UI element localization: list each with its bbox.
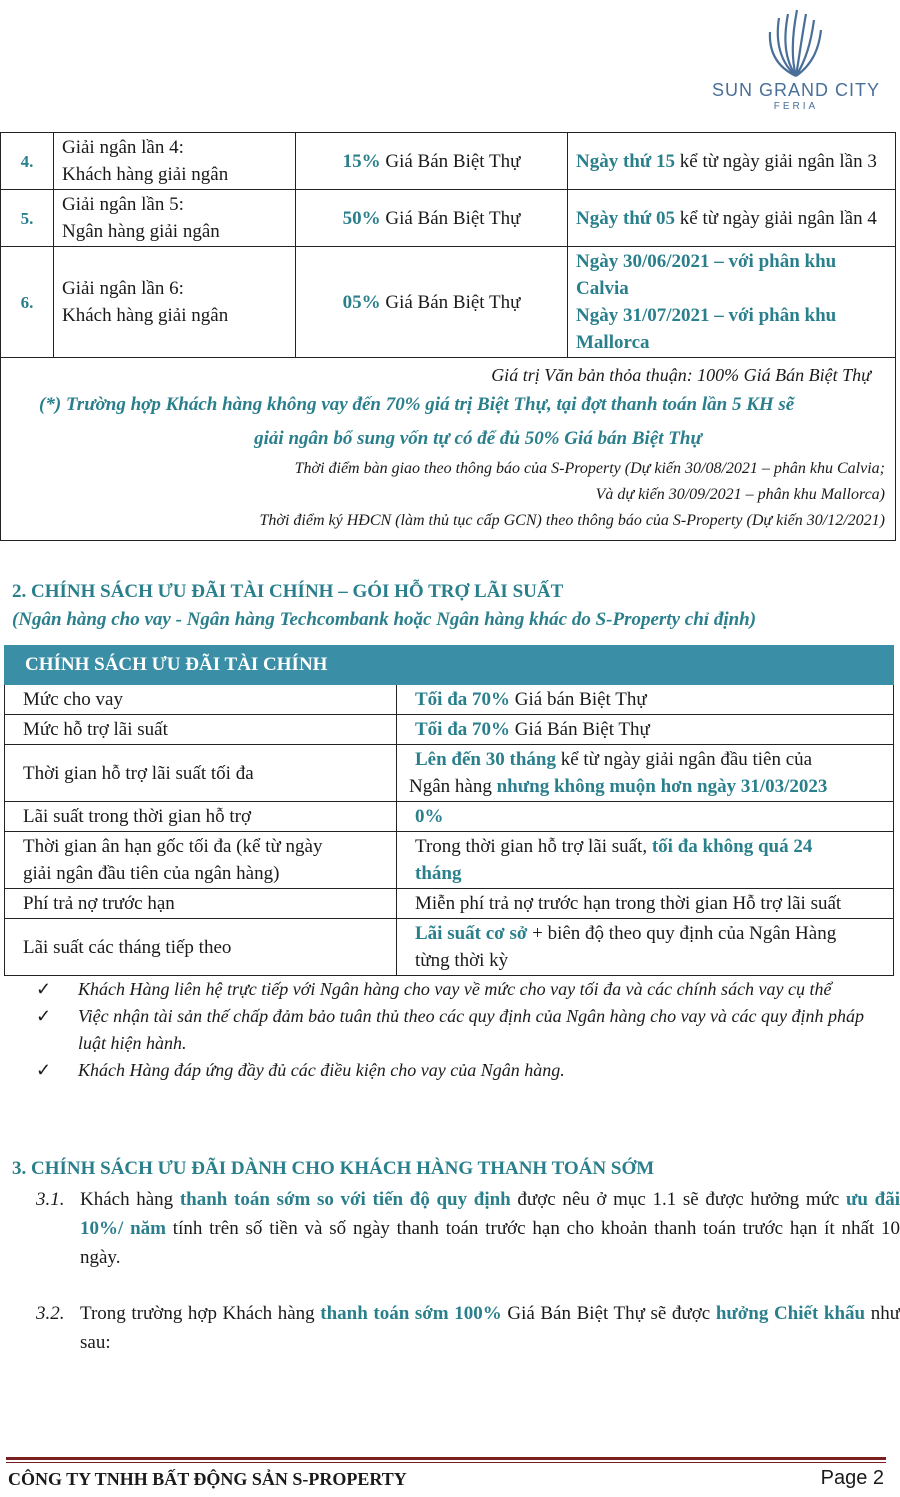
time-bold: Ngày thứ 15: [576, 150, 676, 172]
stage-cell: [54, 190, 296, 247]
policy-label: Thời gian hỗ trợ lãi suất tối đa: [5, 745, 397, 802]
row-number: 4.: [1, 133, 54, 190]
table-row: [5, 919, 894, 976]
percent-cell: [296, 247, 568, 358]
footer-rule: [6, 1457, 886, 1460]
text-highlight: ưu đãi 10%/ năm: [80, 1189, 900, 1239]
table-row: [5, 889, 894, 919]
label-line2: giải ngân đầu tiên của ngân hàng): [23, 863, 280, 884]
value-bold: Tối đa 70%: [415, 689, 511, 710]
stage-title: Giải ngân lần 6:: [62, 278, 184, 299]
time-cell: [568, 133, 896, 190]
text-segment: được nêu ở mục 1.1 sẽ được hưởng mức: [510, 1189, 847, 1210]
value-bold: 0%: [415, 806, 444, 827]
policy-label: [5, 832, 397, 889]
logo-subtitle: FERIA: [773, 101, 819, 112]
text-highlight: hưởng Chiết khấu: [715, 1303, 866, 1324]
list-item: [36, 1057, 896, 1084]
finance-policy-table: [4, 645, 894, 976]
total-value-note: Giá trị Văn bản thỏa thuận: 100% Giá Bán Biệt Thự: [491, 365, 871, 385]
section3-heading: 3. CHÍNH SÁCH ƯU ĐÃI DÀNH CHO KHÁCH HÀNG THANH TOÁN SỚM: [12, 1158, 655, 1179]
text-segment: Khách hàng: [80, 1189, 180, 1210]
paragraph-number: 3.1.: [36, 1189, 65, 1210]
stage-cell: [54, 133, 296, 190]
stage-cell: [54, 247, 296, 358]
time-rest: kể từ ngày giải ngân lần 3: [675, 150, 877, 172]
table-row: [5, 715, 894, 745]
signing-note: Thời điểm ký HĐCN (làm thủ tục cấp GCN) theo thông báo của S-Property (Dự kiến 30/12/2021): [259, 512, 885, 529]
percent-text: Giá Bán Biệt Thự: [380, 291, 521, 313]
list-item: [36, 1003, 896, 1057]
policy-label: Mức hỗ trợ lãi suất: [5, 715, 397, 745]
list-item: [36, 976, 896, 1003]
sun-grand-city-logo-icon: [761, 8, 831, 78]
page-number: Page 2: [820, 1467, 884, 1489]
value-rest: Giá Bán Biệt Thự: [510, 719, 650, 740]
paragraph-text: [36, 1299, 900, 1357]
time-mallorca: Ngày 31/07/2021 – với phân khu Mallorca: [576, 305, 837, 353]
footer-company: CÔNG TY TNHH BẤT ĐỘNG SẢN S-PROPERTY: [8, 1469, 407, 1489]
stage-payer: Khách hàng giải ngân: [62, 305, 229, 326]
loan-notes-list: [36, 976, 896, 1084]
note-text: Khách Hàng liên hệ trực tiếp với Ngân hàng cho vay về mức cho vay tối đa và các chính sách vay cụ thể: [78, 979, 832, 999]
value-rest: + biên độ theo quy định của Ngân Hàng: [527, 923, 837, 944]
handover-note-line1: Thời điểm bàn giao theo thông báo của S-Property (Dự kiến 30/08/2021 – phân khu Calvia;: [294, 460, 885, 477]
paragraph-3-2: [36, 1299, 900, 1357]
loan-note-line1: (*) Trường hợp Khách hàng không vay đến 70% giá trị Biệt Thự, tại đợt thanh toán lần 5 KH sẽ: [39, 394, 795, 415]
stage-title: Giải ngân lần 4:: [62, 137, 184, 158]
time-bold: Ngày thứ 05: [576, 207, 676, 229]
value-plain: Ngân hàng: [409, 776, 497, 797]
policy-label: Lãi suất trong thời gian hỗ trợ: [5, 802, 397, 832]
value-rest: Giá bán Biệt Thự: [510, 689, 647, 710]
percent-text: Giá Bán Biệt Thự: [380, 207, 521, 229]
checkmark-icon: ✓: [36, 1060, 52, 1080]
handover-note-line2: Và dự kiến 30/09/2021 – phân khu Mallorca): [595, 486, 885, 503]
paragraph-number: 3.2.: [36, 1303, 65, 1324]
section2-heading: 2. CHÍNH SÁCH ƯU ĐÃI TÀI CHÍNH – GÓI HỖ TRỢ LÃI SUẤT: [12, 581, 564, 602]
policy-label: Mức cho vay: [5, 685, 397, 715]
time-calvia: Ngày 30/06/2021 – với phân khu Calvia: [576, 251, 837, 299]
note-text: Khách Hàng đáp ứng đầy đủ các điều kiện cho vay của Ngân hàng.: [78, 1060, 565, 1080]
table-row: [1, 190, 896, 247]
stage-payer: Ngân hàng giải ngân: [62, 221, 220, 242]
value-plain: từng thời kỳ: [415, 950, 509, 971]
table-footer-row: [1, 358, 896, 541]
policy-label: Lãi suất các tháng tiếp theo: [5, 919, 397, 976]
policy-label: Phí trả nợ trước hạn: [5, 889, 397, 919]
row-number: 5.: [1, 190, 54, 247]
value-bold: Lãi suất cơ sở: [415, 923, 528, 944]
percent-cell: [296, 190, 568, 247]
row-number: 6.: [1, 247, 54, 358]
policy-value: [397, 685, 894, 715]
footer-rule-thin: [6, 1462, 886, 1463]
text-highlight: thanh toán sớm 100%: [320, 1303, 502, 1324]
brand-logo: [706, 8, 886, 118]
value-bold: Lên đến 30 tháng: [415, 749, 556, 770]
section2-subheading: (Ngân hàng cho vay - Ngân hàng Techcombank hoặc Ngân hàng khác do S-Property chỉ định): [12, 609, 757, 630]
percent-value: 05%: [342, 291, 381, 313]
stage-payer: Khách hàng giải ngân: [62, 164, 229, 185]
table-row: [5, 685, 894, 715]
table-row: [5, 745, 894, 802]
time-cell: [568, 190, 896, 247]
disbursement-table: [0, 132, 896, 541]
table-row: [1, 247, 896, 358]
policy-value: Miễn phí trả nợ trước hạn trong thời gian Hỗ trợ lãi suất: [397, 889, 894, 919]
policy-value: [397, 919, 894, 976]
value-bold: Tối đa 70%: [415, 719, 511, 740]
checkmark-icon: ✓: [36, 1006, 52, 1026]
value-bold-2: nhưng không muộn hơn ngày 31/03/2023: [496, 776, 828, 797]
note-text: Việc nhận tài sản thế chấp đảm bảo tuân thủ theo các quy định của Ngân hàng cho vay và các quy định pháp luật hiện hành.: [78, 1006, 865, 1053]
percent-value: 15%: [342, 150, 381, 172]
text-segment: Giá Bán Biệt Thự sẽ được: [501, 1303, 716, 1324]
table-row: [5, 832, 894, 889]
checkmark-icon: ✓: [36, 979, 52, 999]
percent-cell: [296, 133, 568, 190]
table-header: CHÍNH SÁCH ƯU ĐÃI TÀI CHÍNH: [5, 646, 894, 685]
table-row: [5, 802, 894, 832]
value-rest: kể từ ngày giải ngân đầu tiên của: [555, 749, 813, 770]
value-bold-2: tháng: [415, 863, 462, 884]
text-highlight: thanh toán sớm so với tiến độ quy định: [179, 1189, 511, 1210]
stage-title: Giải ngân lần 5:: [62, 194, 184, 215]
value-plain: Trong thời gian hỗ trợ lãi suất,: [415, 836, 652, 857]
percent-text: Giá Bán Biệt Thự: [380, 150, 521, 172]
percent-value: 50%: [342, 207, 381, 229]
table-header-row: [5, 646, 894, 685]
table-footer: [1, 358, 896, 541]
time-rest: kể từ ngày giải ngân lần 4: [675, 207, 877, 229]
label-line1: Thời gian ân hạn gốc tối đa (kể từ ngày: [23, 836, 323, 857]
logo-name: SUN GRAND CITY: [711, 80, 880, 100]
policy-value: [397, 715, 894, 745]
table-row: [1, 133, 896, 190]
loan-note-line2: giải ngân bổ sung vốn tự có để đủ 50% Giá bán Biệt Thự: [254, 428, 702, 449]
text-segment: tính trên số tiền và số ngày thanh toán trước hạn cho khoản thanh toán trước hạn ít nhất 10 ngày.: [80, 1218, 900, 1268]
text-segment: như sau:: [80, 1303, 900, 1353]
policy-value: [397, 832, 894, 889]
value-bold: tối đa không quá 24: [651, 836, 813, 857]
policy-value: [397, 802, 894, 832]
paragraph-text: [36, 1185, 900, 1272]
paragraph-3-1: [36, 1185, 900, 1272]
text-segment: Trong trường hợp Khách hàng: [80, 1303, 321, 1324]
time-cell: [568, 247, 896, 358]
policy-value: [397, 745, 894, 802]
